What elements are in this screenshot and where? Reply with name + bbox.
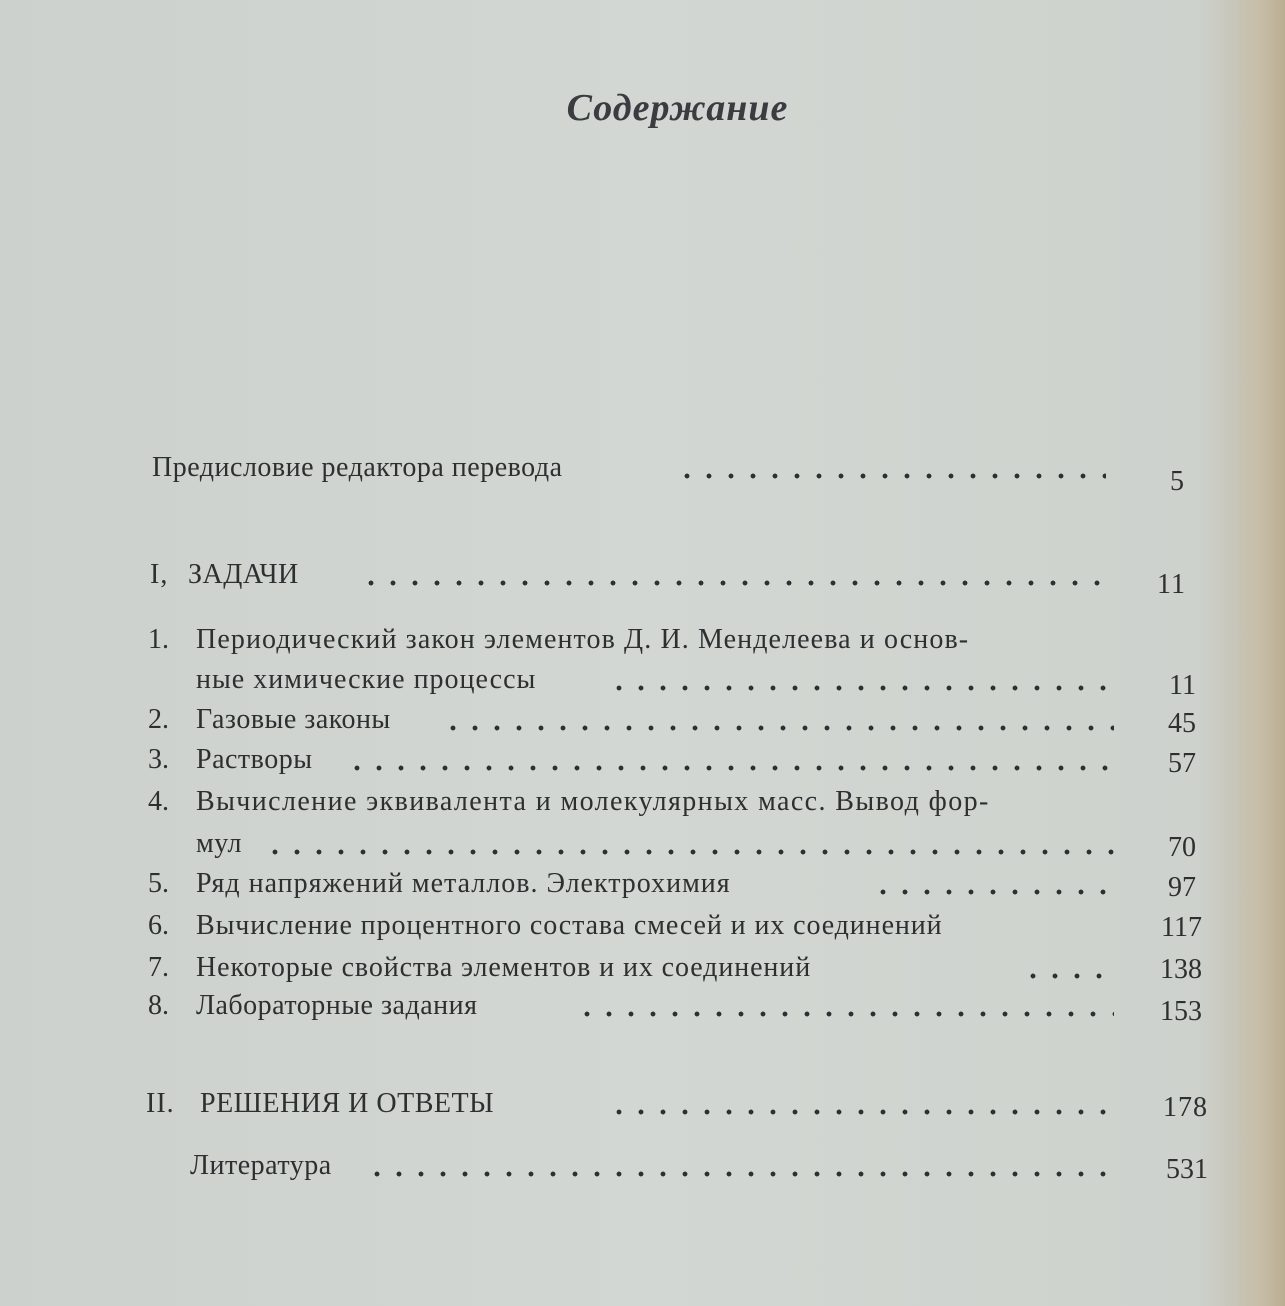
entry-page: 5 xyxy=(1170,466,1184,497)
section-number: 7. xyxy=(148,952,169,983)
dot-leader xyxy=(360,579,1114,587)
dot-leader xyxy=(1022,972,1114,980)
section-label: Лабораторные задания xyxy=(196,990,478,1021)
dot-leader xyxy=(264,848,1114,856)
part-page: 178 xyxy=(1163,1092,1208,1123)
section-number: 6. xyxy=(148,910,169,941)
dot-leader xyxy=(366,1170,1114,1178)
part-number: I, xyxy=(150,559,169,590)
section-page: 97 xyxy=(1168,872,1196,903)
section-number: 2. xyxy=(148,704,169,735)
entry-page: 531 xyxy=(1166,1154,1208,1185)
dot-leader xyxy=(608,1108,1114,1116)
section-number: 8. xyxy=(148,990,169,1021)
section-page: 117 xyxy=(1161,912,1202,943)
page-edge-shadow xyxy=(1237,0,1285,1306)
page-title: Содержание xyxy=(566,87,789,129)
section-label-line2: ные химические процессы xyxy=(196,664,537,695)
entry-label: Литература xyxy=(190,1150,332,1181)
section-number: 5. xyxy=(148,868,169,899)
section-label-line1: Вычисление эквивалента и молекулярных масс. Вывод фор- xyxy=(196,786,990,817)
section-label: Вычисление процентного состава смесей и их соединений xyxy=(196,910,943,941)
dot-leader xyxy=(676,472,1106,480)
dot-leader xyxy=(872,888,1114,896)
entry-label: Предисловие редактора перевода xyxy=(152,452,563,483)
part-page: 11 xyxy=(1157,569,1186,600)
section-number: 4. xyxy=(148,786,169,817)
section-page: 70 xyxy=(1168,832,1196,863)
part-number: II. xyxy=(146,1088,175,1119)
dot-leader xyxy=(608,684,1114,692)
section-page: 138 xyxy=(1160,954,1202,985)
section-label: Растворы xyxy=(196,744,313,775)
section-page: 11 xyxy=(1169,670,1196,701)
section-label: Газовые законы xyxy=(196,704,391,735)
section-label-line2: мул xyxy=(196,828,242,859)
section-label: Некоторые свойства элементов и их соединений xyxy=(196,952,812,983)
part-label: РЕШЕНИЯ И ОТВЕТЫ xyxy=(200,1088,494,1119)
section-number: 1. xyxy=(148,624,169,655)
section-number: 3. xyxy=(148,744,169,775)
section-label-line1: Периодический закон элементов Д. И. Менделеева и основ- xyxy=(196,624,970,655)
section-label: Ряд напряжений металлов. Электрохимия xyxy=(196,868,731,899)
section-page: 57 xyxy=(1168,748,1196,779)
dot-leader xyxy=(442,724,1114,732)
section-page: 45 xyxy=(1168,708,1196,739)
part-label: ЗАДАЧИ xyxy=(188,559,299,590)
dot-leader xyxy=(346,764,1114,772)
section-page: 153 xyxy=(1160,996,1202,1027)
dot-leader xyxy=(576,1010,1114,1018)
